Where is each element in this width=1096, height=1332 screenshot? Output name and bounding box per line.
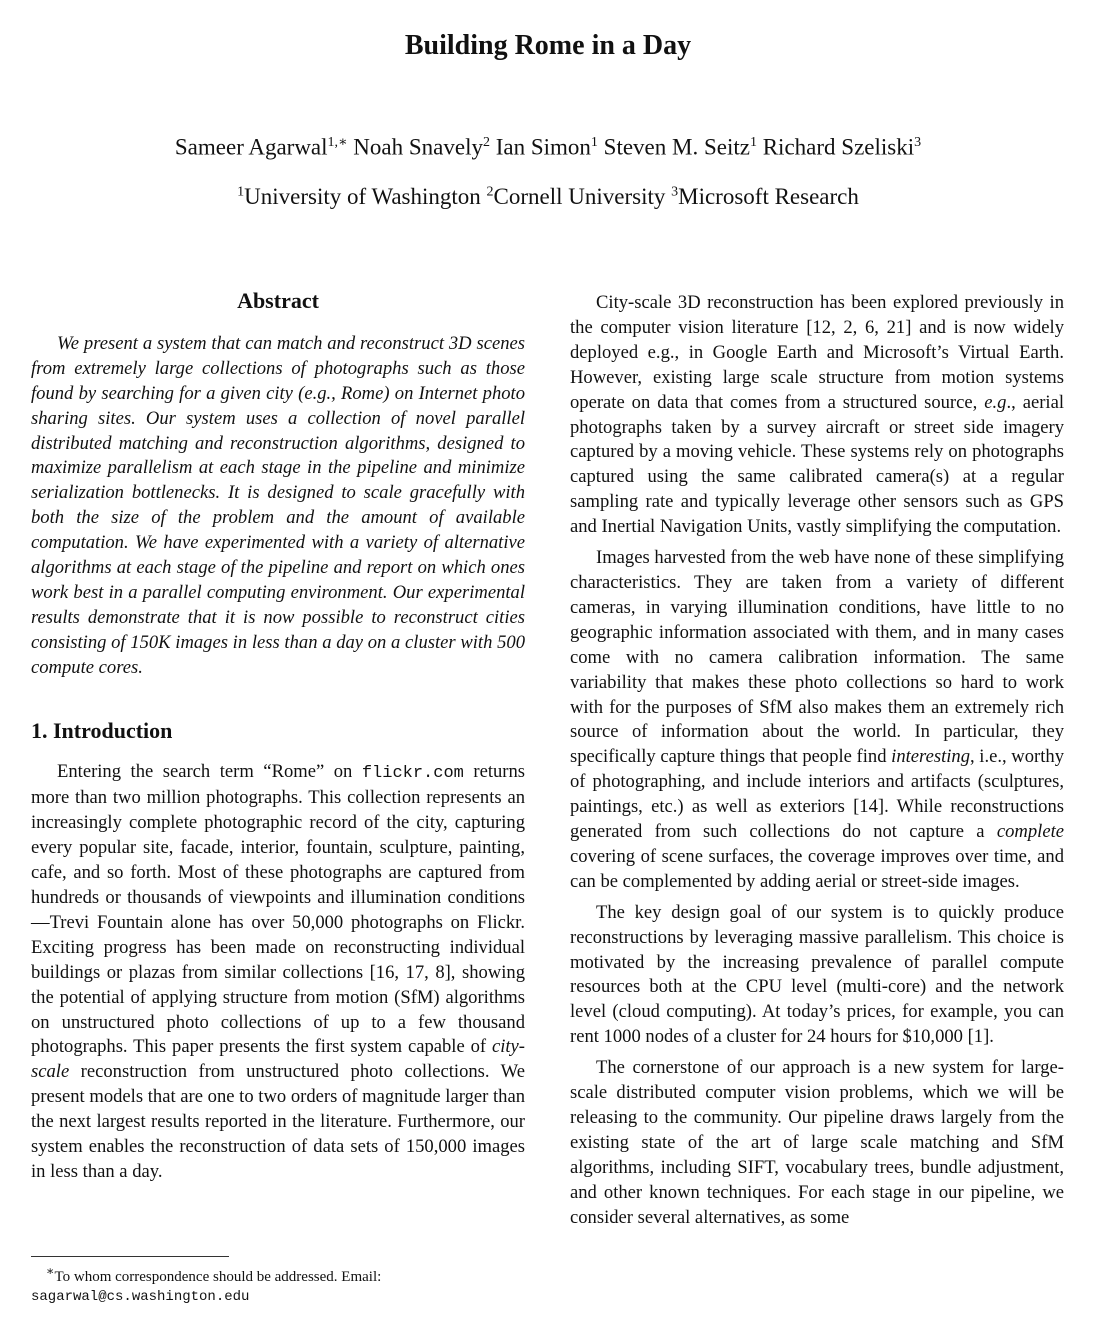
- author-name: Richard Szeliski: [762, 134, 915, 160]
- affil-mark: 3: [671, 184, 679, 200]
- abstract-heading: Abstract: [237, 288, 319, 313]
- affiliation: Microsoft Research: [678, 184, 859, 209]
- author-list: [0, 134, 1096, 161]
- body-paragraph: The key design goal of our system is to quickly produce reconstructions by leveraging massive parallelism. This choice is motivated by the increasing prevalence of parallel compute resources both at the CPU level (multi-core) and the network level (cloud computing). At today’s prices, for example, you can rent 1000 nodes of a cluster for 24 hours for $10,000 [1].: [570, 901, 1064, 1048]
- left-column: [31, 289, 525, 1191]
- footnote-text: To whom correspondence should be addressed. Email:: [54, 1269, 382, 1285]
- affil-mark: 2: [486, 184, 494, 200]
- body-paragraph: The cornerstone of our approach is a new system for large-scale distributed computer vision problems, which we will be releasing to the community. Our pipeline draws largely from the existing state of the art of large scale matching and SfM algorithms, including SIFT, vocabulary trees, bundle adjustment, and other known techniques. For each stage in our pipeline, we consider several alternatives, as some: [570, 1057, 1064, 1228]
- text-run: ., aerial photographs taken by a survey aircraft or street side imagery captured by a moving vehicle. These systems rely on photographs captured using the same calibrated camera(s) at a regular sampling rate and typically leverage other sensors such as GPS and Inertial Navigation Units, vastly simplifying the computation.: [570, 391, 1064, 538]
- website-name: flickr.com: [361, 763, 464, 783]
- text-run: City-scale 3D reconstruction has been explored previously in the computer vision literature [12, 2, 6, 21] and is now widely deployed e.g., in Google Earth and Microsoft’s Virtual Earth. However, existing large scale structure from motion systems operate on data that comes from a structured source,: [570, 292, 1064, 413]
- author-affil-mark: 1: [749, 135, 757, 150]
- author-name: Noah Snavely: [353, 134, 483, 160]
- abstract-text: We present a system that can match and reconstruct 3D scenes from extremely large collections of photographs such as those found by searching for a given city (e.g., Rome) on Internet photo sharing sites. Our system uses a collection of novel parallel distributed matching and reconstruction algorithms, designed to maximize parallelism at each stage in the pipeline and minimize serialization bottlenecks. It is designed to scale gracefully with both the size of the problem and the amount of available computation. We have experimented with a variety of alternative algorithms at each stage of the pipeline and report on which ones work best in a parallel computing environment. Our experimental results demonstrate that it is now possible to reconstruct cities consisting of 150K images in less than a day on a cluster with 500 compute cores.: [31, 332, 525, 678]
- text-run: Entering the search term “Rome” on: [57, 760, 362, 782]
- footnote-email: sagarwal@cs.washington.edu: [31, 1289, 250, 1305]
- author-affil-mark: 1,∗: [327, 135, 348, 150]
- affiliation: Cornell University: [493, 184, 666, 209]
- author-affil-mark: 3: [914, 135, 922, 150]
- emphasis: city-scale: [31, 1036, 525, 1083]
- affiliation-list: [0, 184, 1096, 210]
- intro-paragraph: [31, 760, 525, 1185]
- affil-mark: 1: [237, 184, 245, 200]
- section-heading-introduction: 1. Introduction: [31, 717, 173, 743]
- body-paragraph: [570, 546, 1064, 895]
- paper-title: Building Rome in a Day: [404, 30, 692, 61]
- author-name: Sameer Agarwal: [174, 134, 328, 160]
- text-run: , i.e., worthy of photographing, and include interiors and artifacts (sculptures, paintings, etc.) as well as exteriors [14]. While reconstructions generated from such collections do not capture a: [570, 746, 1064, 843]
- author-name: Steven M. Seitz: [603, 134, 750, 160]
- text-run: covering of scene surfaces, the coverage improves over time, and can be complemented by adding aerial or street-side images.: [570, 845, 1064, 892]
- footnote-mark: ∗: [46, 1264, 55, 1278]
- footnote-rule: [31, 1256, 229, 1257]
- author-name: Ian Simon: [495, 134, 591, 160]
- affiliation: University of Washington: [244, 184, 481, 209]
- author-affil-mark: 2: [482, 135, 490, 150]
- emphasis: complete: [996, 821, 1064, 843]
- text-run: returns more than two million photographs. This collection represents an increasingly complete photographic record of the city, capturing every popular site, facade, interior, fountain, sculpture, painting, cafe, and so forth. Most of these photographs are captured from hundreds or thousands of viewpoints and illumination conditions—Trevi Fountain alone has over 50,000 photographs on Flickr. Exciting progress has been made on reconstructing individual buildings or plazas from similar collections [16, 17, 8], showing the potential of applying structure from motion (SfM) algorithms on unstructured photo collections of up to a few thousand photographs. This paper presents the first system capable of: [31, 760, 526, 1058]
- emphasis: e.g: [984, 391, 1007, 413]
- footnote: [31, 1262, 525, 1307]
- text-run: reconstruction from unstructured photo collections. We present models that are one to two orders of magnitude larger than the next largest results reported in the literature. Furthermore, our system enables the reconstruction of data sets of 150,000 images in less than a day.: [31, 1061, 525, 1182]
- right-column: [570, 291, 1064, 1237]
- emphasis: interesting: [891, 746, 970, 768]
- text-run: Images harvested from the web have none of these simplifying characteristics. They are taken from a variety of different cameras, in varying illumination conditions, have little to no geographic information associated with them, and in many cases come with no camera calibration information. The same variability that makes these photo collections so hard to work with for the purposes of SfM also makes them an extremely rich source of information about the world. In particular, they specifically capture things that people find: [570, 547, 1064, 768]
- author-affil-mark: 1: [590, 135, 598, 150]
- body-paragraph: [570, 291, 1064, 540]
